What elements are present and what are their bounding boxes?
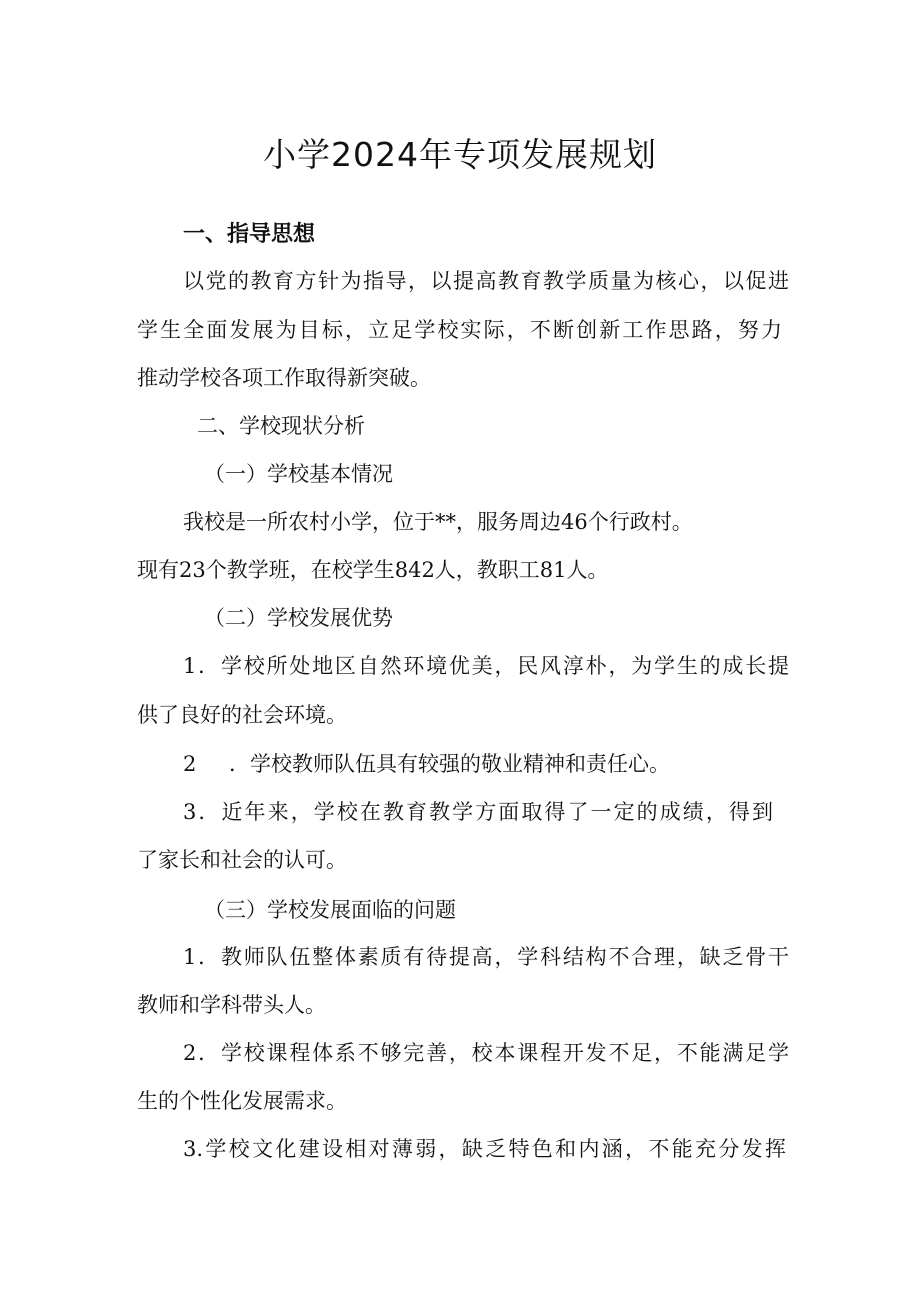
subsection-heading-problems: （三）学校发展面临的问题	[204, 898, 456, 922]
list-item-line: 了家长和社会的认可。	[137, 848, 347, 872]
paragraph-line: 推动学校各项工作取得新突破。	[137, 366, 431, 390]
list-item-line	[183, 749, 670, 779]
section-heading-status-analysis: 二、学校现状分析	[197, 414, 365, 438]
list-item-number: 2	[183, 752, 197, 776]
list-item-line: 1．学校所处地区自然环境优美，民风淳朴，为学生的成长提	[183, 654, 789, 678]
list-item-line: 1．教师队伍整体素质有待提高，学科结构不合理，缺乏骨干	[183, 945, 789, 969]
subsection-heading-basic-info: （一）学校基本情况	[204, 462, 393, 486]
subsection-heading-advantages: （二）学校发展优势	[204, 606, 393, 630]
list-item-line: 供了良好的社会环境。	[137, 703, 347, 727]
section-heading-guiding-ideology: 一、指导思想	[183, 222, 316, 247]
list-item-line: 3.学校文化建设相对薄弱，缺乏特色和内涵，不能充分发挥	[183, 1137, 786, 1161]
list-item-text: ．学校教师队伍具有较强的敬业精神和责任心。	[229, 752, 670, 776]
paragraph-line: 现有23个教学班，在校学生842人，教职工81人。	[137, 558, 609, 582]
list-item-line: 生的个性化发展需求。	[137, 1089, 347, 1113]
paragraph-line: 我校是一所农村小学，位于**，服务周边46个行政村。	[183, 510, 693, 534]
list-item-line: 教师和学科带头人。	[137, 993, 326, 1017]
paragraph-line: 学生全面发展为目标，立足学校实际，不断创新工作思路，努力	[137, 318, 782, 342]
list-item-line: 2．学校课程体系不够完善，校本课程开发不足，不能满足学	[183, 1041, 789, 1065]
paragraph-line: 以党的教育方针为指导，以提高教育教学质量为核心，以促进	[183, 269, 789, 293]
list-item-line: 3．近年来，学校在教育教学方面取得了一定的成绩，得到	[183, 800, 773, 824]
document-title: 小学2024年专项发展规划	[263, 135, 657, 174]
